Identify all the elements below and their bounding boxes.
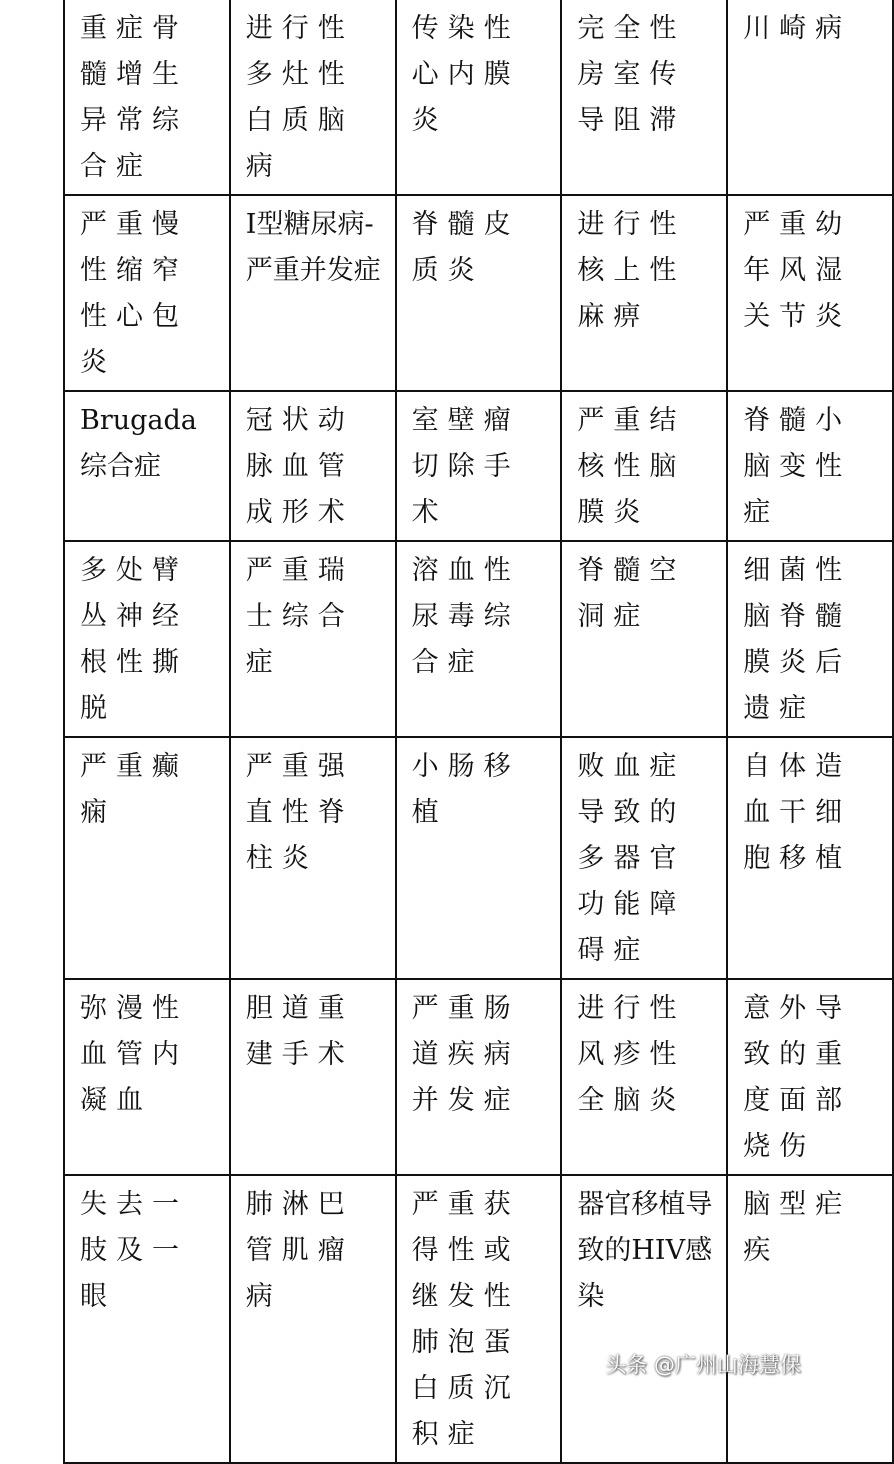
watermark: 头条 @广州山海慧保 (605, 1353, 801, 1377)
table-cell: 自体造血干细胞移植 (727, 737, 893, 979)
table-cell: 溶血性尿毒综合症 (396, 541, 562, 737)
table-cell: 进行性多灶性白质脑病 (230, 0, 396, 195)
table-row (64, 391, 893, 541)
table-cell: 室壁瘤切除手术 (396, 391, 562, 541)
table-cell: 严重幼年风湿关节炎 (727, 195, 893, 391)
table-row (64, 979, 893, 1175)
table-cell: 严重癫痫 (64, 737, 230, 979)
table-cell: 冠状动脉血管成形术 (230, 391, 396, 541)
table-cell: 严重肠道疾病并发症 (396, 979, 562, 1175)
table-cell: 重症骨髓增生异常综合症 (64, 0, 230, 195)
table-row (64, 1175, 893, 1463)
table-cell: 脑型疟疾 (727, 1175, 893, 1463)
table-cell: 败血症导致的多器官功能障碍症 (561, 737, 727, 979)
table-row (64, 737, 893, 979)
table-cell: 严重获得性或继发性肺泡蛋白质沉积症 (396, 1175, 562, 1463)
table-cell: 严重结核性脑膜炎 (561, 391, 727, 541)
table-row (64, 541, 893, 737)
table-row (64, 195, 893, 391)
table-cell: 失去一肢及一眼 (64, 1175, 230, 1463)
table-cell: 严重强直性脊柱炎 (230, 737, 396, 979)
table-cell: 细菌性脑脊髓膜炎后遗症 (727, 541, 893, 737)
table-cell: 严重瑞士综合症 (230, 541, 396, 737)
table-cell: 小肠移植 (396, 737, 562, 979)
table-cell: 传染性心内膜炎 (396, 0, 562, 195)
table-cell: 脊髓皮质炎 (396, 195, 562, 391)
table-cell: 胆道重建手术 (230, 979, 396, 1175)
table-cell: 脊髓小脑变性症 (727, 391, 893, 541)
table-cell: 进行性核上性麻痹 (561, 195, 727, 391)
table-cell: 严重慢性缩窄性心包炎 (64, 195, 230, 391)
table-cell: Brugada综合症 (64, 391, 230, 541)
table-cell: 意外导致的重度面部烧伤 (727, 979, 893, 1175)
disease-table-container (63, 0, 852, 1464)
table-cell: 肺淋巴管肌瘤病 (230, 1175, 396, 1463)
table-row (64, 0, 893, 195)
table-cell: 弥漫性血管内凝血 (64, 979, 230, 1175)
table-cell: 进行性风疹性全脑炎 (561, 979, 727, 1175)
table-cell: 器官移植导致的HIV感染 (561, 1175, 727, 1463)
table-cell: I型糖尿病-严重并发症 (230, 195, 396, 391)
table-cell: 川崎病 (727, 0, 893, 195)
table-cell: 完全性房室传导阻滞 (561, 0, 727, 195)
disease-table (63, 0, 894, 1464)
table-cell: 脊髓空洞症 (561, 541, 727, 737)
table-cell: 多处臂丛神经根性撕脱 (64, 541, 230, 737)
